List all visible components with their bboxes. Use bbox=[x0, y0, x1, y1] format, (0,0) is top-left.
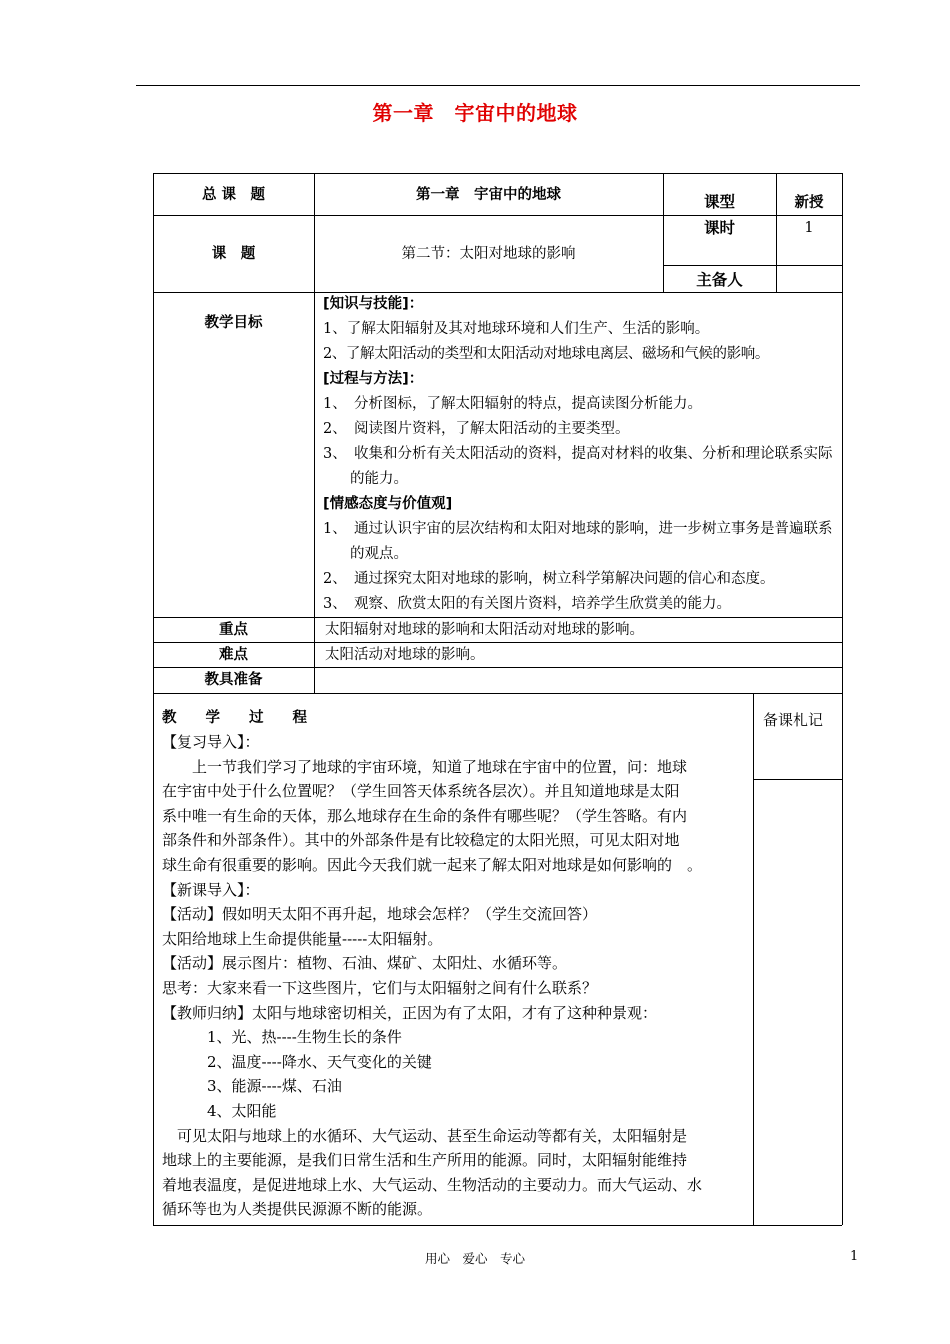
process-line: 4、太阳能 bbox=[162, 1101, 277, 1120]
goals-knowledge-heading: [知识与技能]： bbox=[323, 296, 424, 312]
course-type-value: 新授 bbox=[794, 195, 824, 211]
hours-value: 1 bbox=[804, 220, 814, 236]
key-value: 太阳辐射对地球的影响和太阳活动对地球的影响。 bbox=[325, 622, 644, 638]
goals-process-item: 1、 分析图标，了解太阳辐射的特点，提高读图分析能力。 bbox=[323, 396, 702, 412]
topic-label: 课 题 bbox=[211, 246, 256, 262]
process-line: 1、光、热----生物生长的条件 bbox=[162, 1028, 402, 1047]
process-line: 【新课导入】： bbox=[162, 880, 260, 899]
process-line: 在宇宙中处于什么位置呢？（学生回答天体系统各层次）。并且知道地球是太阳 bbox=[162, 782, 680, 801]
total-topic-label: 总 课 题 bbox=[201, 187, 266, 203]
key-label: 重点 bbox=[219, 622, 248, 638]
goals-process-item: 3、 收集和分析有关太阳活动的资料，提高对材料的收集、分析和理论联系实际的能力。 bbox=[323, 446, 833, 487]
process-line: 3、能源----煤、石油 bbox=[162, 1077, 342, 1096]
teaching-goals bbox=[323, 292, 835, 617]
goals-emotion-item: 1、 通过认识宇宙的层次结构和太阳对地球的影响，进一步树立事务是普遍联系的观点。 bbox=[323, 521, 833, 562]
goals-knowledge-item: 2、了解太阳活动的类型和太阳活动对地球电离层、磁场和气候的影响。 bbox=[323, 346, 769, 362]
process-line: 可见太阳与地球上的水循环、大气运动、甚至生命运动等都有关，太阳辐射是 bbox=[162, 1126, 688, 1145]
goals-knowledge-item: 1、了解太阳辐射及其对地球环境和人们生产、生活的影响。 bbox=[323, 321, 710, 337]
process-line: 【教师归纳】太阳与地球密切相关，正因为有了太阳，才有了这种种景观： bbox=[162, 1003, 658, 1022]
process-line: 系中唯一有生命的天体，那么地球存在生命的条件有哪些呢？（学生答略。有内 bbox=[162, 806, 688, 825]
goals-process-item: 2、 阅读图片资料，了解太阳活动的主要类型。 bbox=[323, 421, 630, 437]
total-topic-value: 第一章 宇宙中的地球 bbox=[416, 187, 561, 203]
process-line: 球生命有很重要的影响。因此今天我们就一起来了解太阳对地球是如何影响的 。 bbox=[162, 855, 703, 874]
page-number: 1 bbox=[850, 1249, 859, 1264]
process-line: 【复习导入】： bbox=[162, 733, 260, 751]
hours-label: 课时 bbox=[703, 219, 735, 237]
page-footer: 用心 爱心 专心 bbox=[424, 1251, 525, 1266]
process-line: 【活动】假如明天太阳不再升起，地球会怎样？（学生交流回答） bbox=[162, 905, 598, 924]
course-type-label: 课型 bbox=[703, 193, 735, 211]
process-line: 2、温度----降水、天气变化的关键 bbox=[162, 1052, 432, 1071]
goals-process-heading: [过程与方法]： bbox=[323, 371, 424, 387]
difficulty-value: 太阳活动对地球的影响。 bbox=[325, 647, 485, 663]
process-line: 部条件和外部条件）。其中的外部条件是有比较稳定的太阳光照，可见太阳对地 bbox=[162, 831, 680, 850]
document-title: 第一章 宇宙中的地球 bbox=[372, 101, 578, 125]
difficulty-label: 难点 bbox=[219, 647, 248, 663]
process-line: 循环等也为人类提供民源源不断的能源。 bbox=[162, 1200, 433, 1219]
header-rule bbox=[136, 85, 860, 86]
process-line: 太阳给地球上生命提供能量-----太阳辐射。 bbox=[162, 929, 443, 948]
notes-label: 备课札记 bbox=[763, 711, 824, 729]
topic-value: 第二节：太阳对地球的影响 bbox=[401, 246, 576, 262]
goals-emotion-heading: [情感态度与价值观] bbox=[323, 496, 453, 512]
process-line: 上一节我们学习了地球的宇宙环境，知道了地球在宇宙中的位置，问：地球 bbox=[162, 757, 688, 776]
process-line: 【活动】展示图片：植物、石油、煤矿、太阳灶、水循环等。 bbox=[162, 954, 568, 973]
goals-label: 教学目标 bbox=[204, 315, 263, 331]
process-line: 着地表温度，是促进地球上水、大气运动、生物活动的主要动力。而大气运动、水 bbox=[162, 1175, 703, 1194]
tools-label: 教具准备 bbox=[204, 672, 263, 688]
process-body bbox=[162, 730, 752, 1222]
preparer-label: 主备人 bbox=[696, 271, 743, 289]
goals-emotion-item: 3、 观察、欣赏太阳的有关图片资料，培养学生欣赏美的能力。 bbox=[323, 596, 731, 612]
goals-emotion-item: 2、 通过探究太阳对地球的影响，树立科学第解决问题的信心和态度。 bbox=[323, 571, 775, 587]
process-line: 思考：大家来看一下这些图片，它们与太阳辐射之间有什么联系？ bbox=[162, 978, 598, 997]
process-title: 教 学 过 程 bbox=[162, 710, 307, 726]
process-line: 地球上的主要能源，是我们日常生活和生产所用的能源。同时，太阳辐射能维持 bbox=[162, 1151, 688, 1170]
